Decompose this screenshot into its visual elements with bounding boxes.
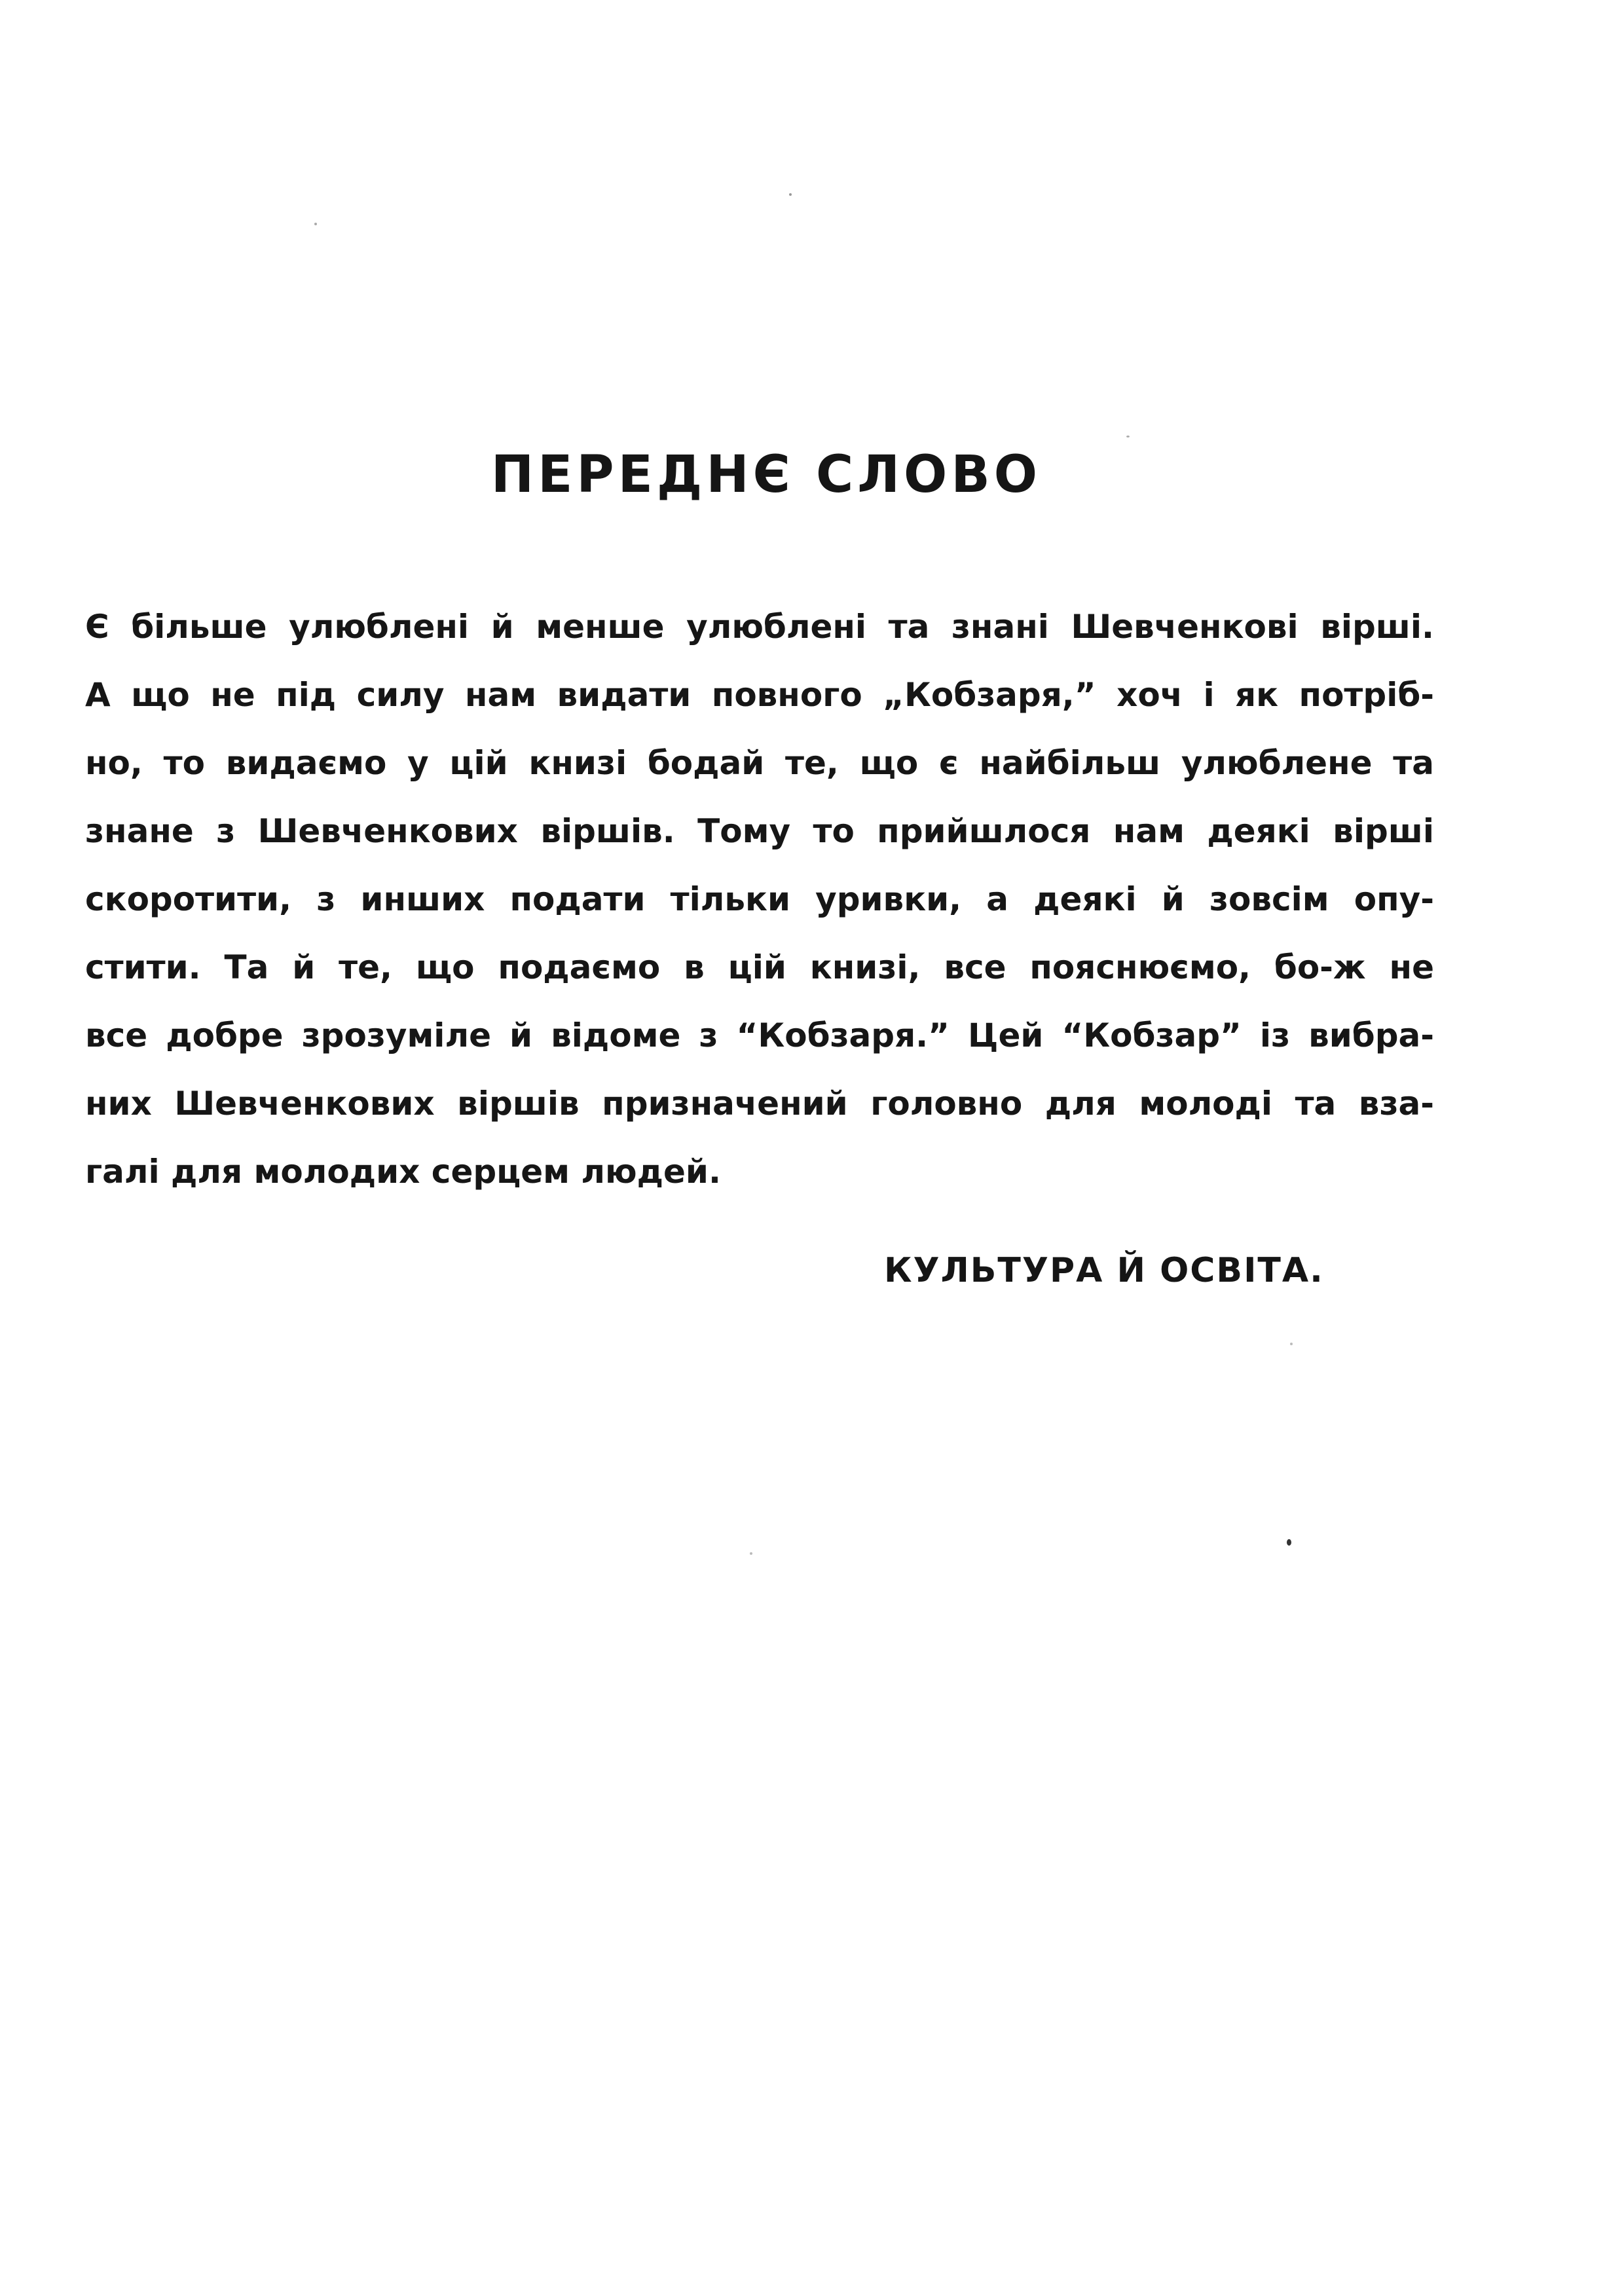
- scan-speck: [314, 223, 317, 225]
- paragraph-line: но, то видаємо у цій книзі бодай те, що є найбільш улюблене та: [85, 744, 1434, 782]
- paragraph-line: все добре зрозуміле й відоме з “Кобзаря.” Цей “Кобзар” із вибра-: [85, 1016, 1434, 1054]
- scan-speck: [750, 1552, 752, 1555]
- paragraph-line: них Шевченкових віршів призначений головно для молоді та вза-: [85, 1085, 1434, 1123]
- scan-speck: [1287, 1539, 1291, 1546]
- paragraph-line: А що не під силу нам видати повного „Кобзаря,” хоч і як потріб-: [85, 676, 1434, 714]
- page-title: ПЕРЕДНЄ СЛОВО: [490, 445, 1042, 504]
- paragraph-line: Є більше улюблені й менше улюблені та знані Шевченкові вірші.: [85, 608, 1434, 646]
- scan-speck: [789, 193, 792, 196]
- foreword-paragraph: [85, 593, 1434, 1206]
- scan-speck: [1290, 1343, 1293, 1345]
- paragraph-line: знане з Шевченкових віршів. Тому то прийшлося нам деякі вірші: [85, 812, 1434, 850]
- paragraph-line: скоротити, з инших подати тільки уривки, а деякі й зовсім опу-: [85, 880, 1434, 918]
- scan-speck: [1126, 436, 1130, 437]
- signature: КУЛЬТУРА Й ОСВІТА.: [884, 1251, 1324, 1290]
- paragraph-line: стити. Та й те, що подаємо в цій книзі, все пояснюємо, бо-ж не: [85, 948, 1434, 986]
- paragraph-line: галі для молодих серцем людей.: [85, 1153, 721, 1191]
